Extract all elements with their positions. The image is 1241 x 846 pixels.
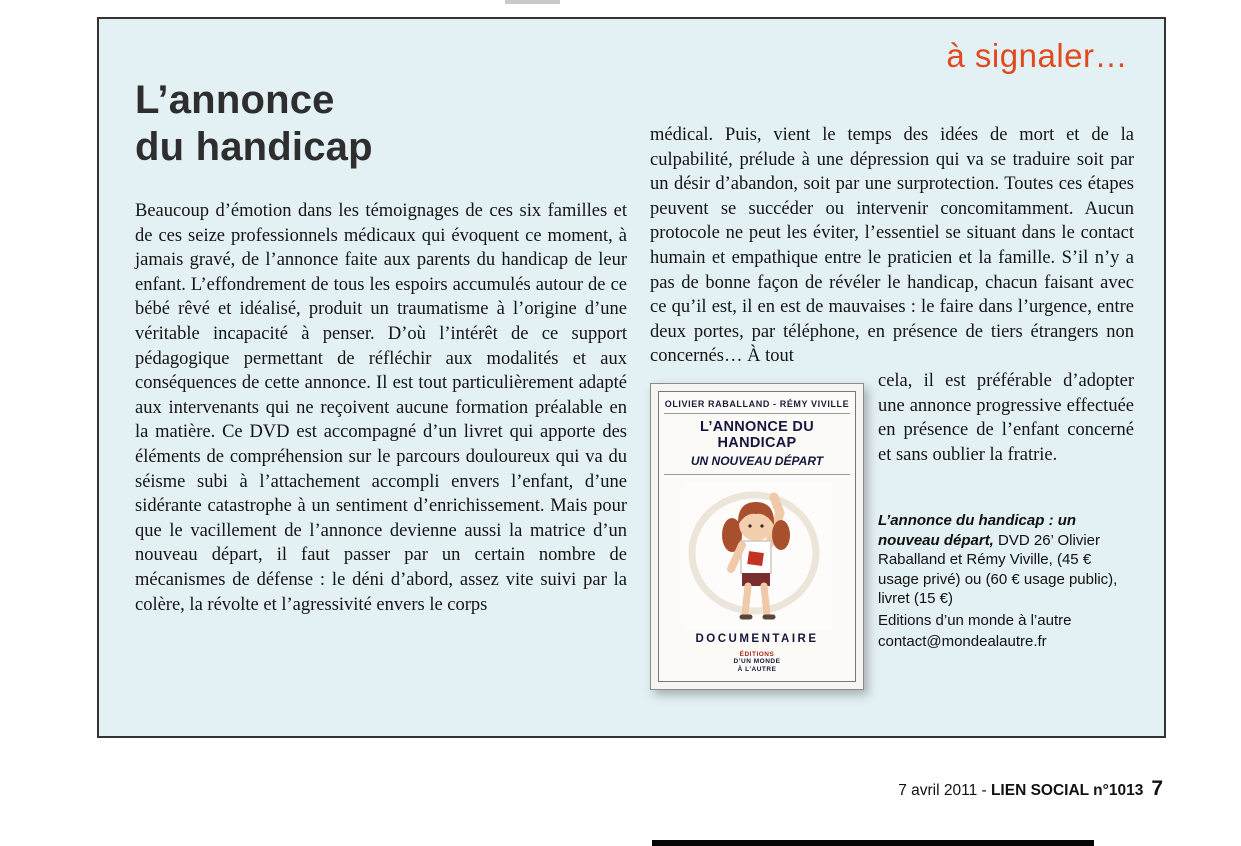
page-number: 7 bbox=[1151, 777, 1163, 800]
article-title-line1: L’annonce bbox=[135, 78, 335, 122]
publisher-logo-line2: D’UN MONDE bbox=[733, 658, 781, 666]
dvd-authors: OLIVIER RABALLAND - RÉMY VIVILLE bbox=[664, 399, 850, 414]
dvd-cover bbox=[650, 383, 864, 691]
footer-date: 7 avril 2011 - bbox=[898, 782, 991, 799]
footer-journal-title: LIEN SOCIAL n°1013 bbox=[990, 782, 1144, 799]
caption-publisher: Editions d’un monde à l’autre bbox=[878, 611, 1072, 629]
dvd-genre: DOCUMENTAIRE bbox=[695, 632, 819, 645]
article-title bbox=[135, 77, 373, 171]
dvd-cover-inner bbox=[658, 391, 856, 683]
page-container bbox=[97, 17, 1166, 738]
page-footer bbox=[898, 777, 1163, 801]
caption-title: L’annonce du handicap : un nouveau départ, bbox=[878, 512, 1077, 549]
left-column-text: Beaucoup d’émotion dans les témoignages de ces six familles et de ces seize professionnels médicaux qui évoquent ce moment, à jamais gravé, de l’annonce faite aux parents du handicap de leur enfant. L’effondrement de tous les espoirs accumulés autour de ce bébé rêvé et idéalisé, produit un traumatisme à l’origine d’une véritable incapacité à penser. D’où l’intérêt de ce support pédagogique permettant de réfléchir aux modalités et aux conséquences de cette annonce. Il est tout particulièrement adapté aux intervenants qui ne reçoivent aucune formation préalable en la matière. Ce DVD est accompagné d’un livret qui apporte des éléments de compréhension sur le parcours douloureux qui va du séisme subi à l’attachement accompli envers l’enfant, d’une sidérante catastrophe à un sentiment d’enrichissement. Mais pour que le vacillement de l’annonce devienne aussi la matrice d’un nouveau départ, il faut passer par un certain nombre de mécanismes de défense : le déni d’abord, assez vite suivi par la colère, la révolte et l’agressivité envers le corps bbox=[135, 201, 627, 615]
signal-header: à signaler… bbox=[946, 37, 1128, 74]
left-column bbox=[135, 199, 627, 617]
dvd-cover-frame bbox=[650, 383, 864, 691]
publisher-logo bbox=[664, 651, 850, 674]
publisher-logo-line3: À L’AUTRE bbox=[737, 665, 777, 673]
publisher-logo-line1: ÉDITIONS bbox=[739, 650, 775, 658]
article-title-line2: du handicap bbox=[135, 125, 373, 169]
right-column-text-part1: médical. Puis, vient le temps des idées de mort et de la culpabilité, prélude à une dépression qui va se traduire soit par un désir d’abandon, soit par une surprotection. Toutes ces étapes peuvent se succéder ou intervenir concomitamment. Aucun protocole ne peut les éviter, l’essentiel se situant dans le contact humain et empathique entre le praticien et la famille. S’il n’y a pas de bonne façon de révéler le handicap, chacun faisant avec ce qu’il est, il en est de mauvaises : le faire dans l’urgence, entre deux portes, par téléphone, en présence de tiers étrangers non concernés… À tout bbox=[650, 125, 1134, 367]
dvd-illustration-girl-icon bbox=[681, 481, 833, 631]
right-column-text-part2: cela, il est préférable d’adopter une annonce progressive effectuée en présence de l’enfant concerné et sans oublier la fratrie. bbox=[878, 370, 1134, 465]
dvd-subtitle: UN NOUVEAU DÉPART bbox=[664, 454, 850, 475]
right-column bbox=[650, 123, 1134, 698]
scan-artifact-mark bbox=[505, 0, 560, 4]
caption-email: contact@mondealautre.fr bbox=[878, 633, 1047, 651]
scan-artifact-bar bbox=[652, 840, 1094, 846]
caption-details: DVD 26’ Olivier Raballand et Rémy Viville, (45 € usage privé) ou (60 € usage public), livret (15 €) bbox=[878, 531, 1118, 608]
dvd-title: L’ANNONCE DU HANDICAP bbox=[700, 418, 814, 451]
